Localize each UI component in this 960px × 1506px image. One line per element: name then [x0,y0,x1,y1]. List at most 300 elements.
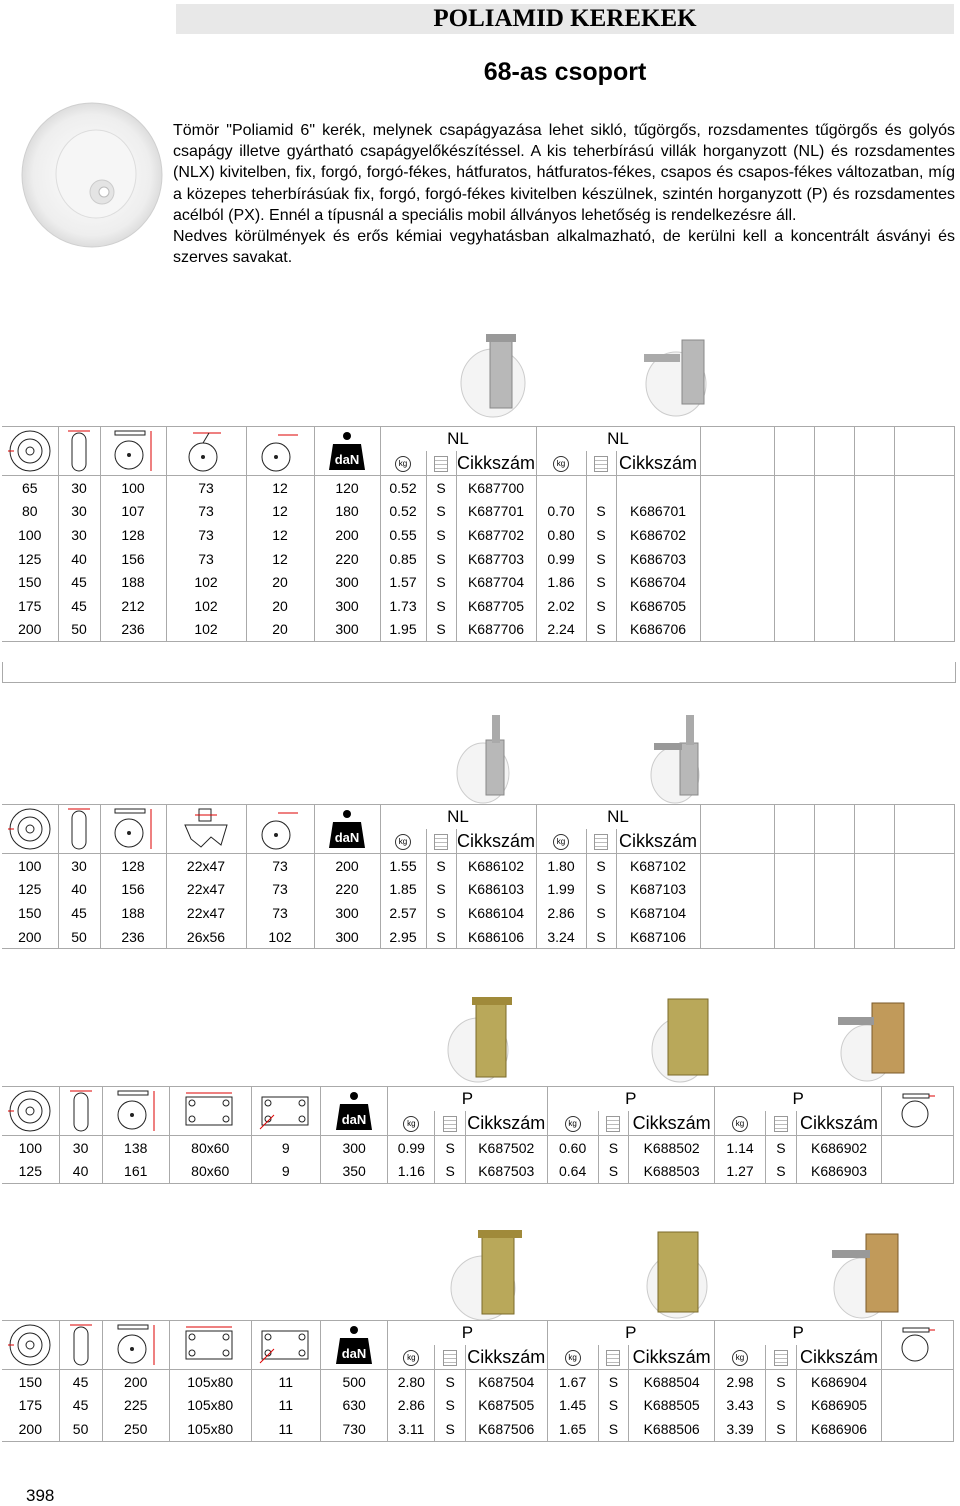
table-cell: 1.67 [547,1370,598,1394]
table-cell: 2.24 [536,618,586,642]
load-capacity-icon [320,1321,387,1370]
table-cell: S [598,1160,629,1184]
table-cell: 102 [166,618,246,642]
table-cell: K686904 [796,1370,882,1394]
group-label: P [547,1087,714,1112]
table-cell: K686701 [616,500,700,524]
table-row [2,925,954,949]
weight-icon: kg [403,1350,419,1366]
table-cell: 200 [314,523,380,547]
spec-table-2 [2,804,955,949]
table-cell: 188 [100,570,166,594]
caster-photo [822,1228,922,1323]
col-cikkszam: Cikkszám [465,1111,547,1136]
table-cell: 102 [166,570,246,594]
table-cell: 50 [58,618,100,642]
table-cell: K687506 [465,1417,547,1441]
wheel-width-icon [59,1087,102,1136]
table-cell: 80 [2,500,58,524]
table-cell: 11 [251,1394,320,1418]
table-cell: 3.39 [715,1417,766,1441]
table-cell: S [586,570,616,594]
description-paragraph: Tömör "Poliamid 6" kerék, melynek csapágyazása lehet sikló, tűgörgős, rozsdamentes tűgörgős és golyós csapágy illetve gyártható csapágyelőkészítéssel. A kis teherbírású villák horganyzott (NL) és rozsdamentes (NLX) kivitelben, fix, forgó, forgó-fékes, hátfuratos, hátfuratos-fékes, csapos és csapos-fékes változatban, míg a közepes teherbírásúak fix, forgó, forgó-fékes kivitelben készülnek, szintén horganyzott (P) és rozsdamentes acélból (PX). Ennél a típusnál a speciális mobil állványos lehetőség is rendelkezésre áll. [173,122,955,224]
table-cell: K687103 [616,878,700,902]
table-cell: K687702 [456,523,536,547]
bolt-hole-icon [251,1321,320,1370]
table-cell: 2.98 [715,1370,766,1394]
table-cell [586,476,616,500]
table-row [2,523,954,547]
weight-icon: kg [395,456,411,472]
table-cell: 26x56 [166,925,246,949]
table-cell: K686703 [616,547,700,571]
table-cell: 30 [58,854,100,878]
table-cell: 1.14 [715,1136,766,1160]
table-cell: 105x80 [169,1417,251,1441]
table-cell: 300 [314,618,380,642]
weight-icon: kg [565,1350,581,1366]
caster-photo [632,1228,722,1323]
table-cell: 20 [246,570,314,594]
table-cell: 0.52 [380,476,426,500]
table-cell: 175 [2,594,58,618]
col-cikkszam: Cikkszám [456,451,536,476]
table-cell: K686704 [616,570,700,594]
table-cell: K687106 [616,925,700,949]
table-cell: K687700 [456,476,536,500]
table-cell: 350 [320,1160,387,1184]
table-cell: 30 [58,476,100,500]
table-cell [616,476,700,500]
table-cell: K687102 [616,854,700,878]
table-cell: 100 [2,1136,59,1160]
table-cell: 102 [246,925,314,949]
table-cell: 20 [246,618,314,642]
dan-label: daN [341,1346,367,1361]
plate-size-icon [166,427,246,476]
table-cell: 22x47 [166,901,246,925]
table-cell: K686102 [456,854,536,878]
table-cell: 300 [314,901,380,925]
wheel-image [14,100,164,250]
table-cell: 100 [2,854,58,878]
table-row [2,594,954,618]
table-cell: S [426,547,456,571]
table-cell: 0.80 [536,523,586,547]
table-cell: S [766,1417,797,1441]
caster-photo [640,995,730,1085]
load-capacity-icon [320,1087,387,1136]
table-cell: K686104 [456,901,536,925]
table-cell: 12 [246,476,314,500]
table-cell: S [586,901,616,925]
col-cikkszam: Cikkszám [629,1111,715,1136]
table-row [2,901,954,925]
group-label: P [715,1087,882,1112]
table-cell: K688506 [629,1417,715,1441]
table-cell: K687706 [456,618,536,642]
table-cell: S [435,1394,466,1418]
weight-icon: kg [553,456,569,472]
caster-photo [832,995,922,1085]
table-cell: S [435,1160,466,1184]
weight-icon: kg [403,1116,419,1132]
weight-icon: kg [565,1116,581,1132]
col-cikkszam: Cikkszám [616,829,700,854]
table-cell: K687504 [465,1370,547,1394]
table-cell: 45 [59,1394,102,1418]
table-cell: 107 [100,500,166,524]
col-cikkszam: Cikkszám [629,1345,715,1370]
table-cell: K688502 [629,1136,715,1160]
table-cell: S [426,878,456,902]
table-cell: 0.85 [380,547,426,571]
dan-label: daN [334,830,360,845]
table-cell: 12 [246,523,314,547]
bearing-icon [606,1116,620,1132]
table-row [2,1160,954,1184]
table-row [2,1417,954,1441]
table-cell: 0.70 [536,500,586,524]
table-row [2,1394,954,1418]
table-cell: 200 [2,925,58,949]
weight-icon: kg [732,1350,748,1366]
table-cell: 125 [2,547,58,571]
load-capacity-icon [314,805,380,854]
caster-photo [448,715,528,805]
table-cell: S [426,570,456,594]
table-cell: S [766,1136,797,1160]
spec-table-1 [2,426,955,642]
table-cell: K686705 [616,594,700,618]
description-paragraph: Nedves körülmények és erős kémiai vegyhatásban alkalmazható, de kerülni kell a koncentrált ásványi és szerves savakat. [173,228,955,267]
table-cell: 65 [2,476,58,500]
table-cell: 12 [246,500,314,524]
table-cell: 120 [314,476,380,500]
table-cell: 100 [2,523,58,547]
bearing-icon [606,1350,620,1366]
table-cell: S [766,1160,797,1184]
bearing-icon [443,1116,457,1132]
table-cell: 730 [320,1417,387,1441]
table-cell: K687505 [465,1394,547,1418]
weight-icon: kg [732,1116,748,1132]
table-cell: S [586,500,616,524]
caster-photo [636,332,726,418]
table-cell: 0.99 [536,547,586,571]
table-cell: 3.43 [715,1394,766,1418]
group-label: NL [380,427,536,452]
group-label: P [547,1321,714,1346]
table-cell: 150 [2,570,58,594]
caster-photo [640,715,720,805]
table-cell: K687502 [465,1136,547,1160]
group-label: P [388,1321,547,1346]
table-cell: 40 [58,878,100,902]
wheel-diameter-icon [2,1321,59,1370]
table-cell: 45 [59,1370,102,1394]
table-cell: S [598,1417,629,1441]
table-cell: 12 [246,547,314,571]
table-cell: 220 [314,547,380,571]
table-cell: 128 [100,854,166,878]
table-cell: 212 [100,594,166,618]
table-cell: S [586,878,616,902]
table-cell: K686706 [616,618,700,642]
table-cell: 188 [100,901,166,925]
group-label: NL [380,805,536,830]
title-bar [176,4,954,34]
bearing-icon [434,834,448,850]
table-cell: 300 [314,925,380,949]
caster-photo [438,1228,538,1323]
table-cell: 2.57 [380,901,426,925]
table-cell: S [766,1394,797,1418]
table-spacer [2,662,956,683]
table-cell: S [586,854,616,878]
table-cell: 300 [314,594,380,618]
caster-photo [448,328,548,418]
table-cell: 40 [59,1160,102,1184]
table-cell: 0.52 [380,500,426,524]
bearing-icon [594,834,608,850]
table-cell: S [586,925,616,949]
table-cell: 73 [166,523,246,547]
table-row [2,854,954,878]
col-cikkszam: Cikkszám [796,1111,882,1136]
table-cell: K686103 [456,878,536,902]
wheel-diameter-icon [2,805,58,854]
table-cell: 236 [100,925,166,949]
bearing-icon [434,456,448,472]
table-cell: 2.86 [388,1394,435,1418]
page-title: POLIAMID KEREKEK [433,5,697,32]
table-cell: 180 [314,500,380,524]
table-cell: 200 [314,854,380,878]
table-cell: S [766,1370,797,1394]
table-row [2,618,954,642]
table-row [2,476,954,500]
table-cell: 11 [251,1370,320,1394]
table-cell: 80x60 [169,1160,251,1184]
wheel-diameter-icon [2,427,58,476]
dan-label: daN [341,1112,367,1127]
brake-icon [882,1087,954,1136]
table-cell: 73 [246,901,314,925]
dan-label: daN [334,452,360,467]
table-row [2,1370,954,1394]
table-cell: 225 [102,1394,169,1418]
wheel-width-icon [58,427,100,476]
table-cell: 100 [100,476,166,500]
table-cell: 9 [251,1136,320,1160]
table-cell: S [426,500,456,524]
wheel-diameter-icon [2,1087,59,1136]
overall-height-icon [102,1321,169,1370]
table-cell: 1.65 [547,1417,598,1441]
table-cell: K687701 [456,500,536,524]
bearing-icon [774,1350,788,1366]
col-cikkszam: Cikkszám [796,1345,882,1370]
table-cell: 105x80 [169,1394,251,1418]
table-cell: 1.99 [536,878,586,902]
table-cell: 1.27 [715,1160,766,1184]
table-cell: 30 [58,500,100,524]
table-cell: S [426,925,456,949]
table-cell: 1.86 [536,570,586,594]
table-row [2,547,954,571]
table-cell: K687503 [465,1160,547,1184]
table-cell: S [426,618,456,642]
overall-height-icon [100,427,166,476]
page-number: 398 [26,1486,55,1505]
table-cell: 156 [100,547,166,571]
table-cell: S [426,594,456,618]
group-label: NL [536,805,700,830]
table-cell: 102 [166,594,246,618]
table-cell: 1.45 [547,1394,598,1418]
bearing-icon [443,1350,457,1366]
table-cell: S [426,523,456,547]
table-cell [536,476,586,500]
table-cell: K687705 [456,594,536,618]
table-cell: 150 [2,1370,59,1394]
table-cell: 1.95 [380,618,426,642]
table-cell: S [586,594,616,618]
table-cell: K688504 [629,1370,715,1394]
table-cell: 2.02 [536,594,586,618]
table-cell: 156 [100,878,166,902]
table-cell: 128 [100,523,166,547]
table-cell: S [598,1136,629,1160]
overall-height-icon [102,1087,169,1136]
table-cell: 3.24 [536,925,586,949]
table-cell: 300 [320,1136,387,1160]
table-cell: 73 [166,476,246,500]
table-cell: 1.73 [380,594,426,618]
table-cell: S [598,1370,629,1394]
table-cell: 22x47 [166,854,246,878]
table-cell: 20 [246,594,314,618]
spec-table-4 [2,1320,954,1442]
table-cell: 175 [2,1394,59,1418]
table-cell: 125 [2,878,58,902]
table-cell: 73 [246,854,314,878]
bearing-icon [774,1116,788,1132]
table-cell: 11 [251,1417,320,1441]
weight-icon: kg [395,834,411,850]
table-cell: 30 [59,1136,102,1160]
table-cell: 236 [100,618,166,642]
brake-icon [882,1321,954,1370]
stem-size-icon [166,805,246,854]
plate-size-icon [169,1087,251,1136]
table-cell: 45 [58,570,100,594]
table-cell: S [435,1136,466,1160]
table-cell: 1.85 [380,878,426,902]
table-cell: K687104 [616,901,700,925]
table-cell: 73 [246,878,314,902]
table-cell: S [426,476,456,500]
table-cell: 105x80 [169,1370,251,1394]
table-cell: 2.80 [388,1370,435,1394]
table-cell: 50 [58,925,100,949]
table-cell: K687703 [456,547,536,571]
table-row [2,878,954,902]
table-cell: K686702 [616,523,700,547]
col-cikkszam: Cikkszám [456,829,536,854]
page-subtitle: 68-as csoport [483,58,647,86]
table-cell: 1.57 [380,570,426,594]
table-cell: 50 [59,1417,102,1441]
table-cell: 630 [320,1394,387,1418]
group-label: NL [536,427,700,452]
table-cell: K686106 [456,925,536,949]
table-cell: K686905 [796,1394,882,1418]
table-cell: 300 [314,570,380,594]
table-row [2,570,954,594]
table-cell: 250 [102,1417,169,1441]
table-cell: 40 [58,547,100,571]
table-cell: S [435,1417,466,1441]
table-cell: 0.60 [547,1136,598,1160]
table-cell: 200 [2,618,58,642]
table-cell: 500 [320,1370,387,1394]
table-cell: 0.64 [547,1160,598,1184]
table-cell: 125 [2,1160,59,1184]
weight-icon: kg [553,834,569,850]
table-cell: K688505 [629,1394,715,1418]
table-cell: 220 [314,878,380,902]
table-cell: S [435,1370,466,1394]
load-capacity-icon [314,427,380,476]
table-cell: 1.80 [536,854,586,878]
wheel-width-icon [58,805,100,854]
table-row [2,500,954,524]
table-cell: 80x60 [169,1136,251,1160]
table-cell: 73 [166,500,246,524]
table-cell: S [586,523,616,547]
table-row [2,1136,954,1160]
group-label: P [388,1087,547,1112]
table-cell: 2.86 [536,901,586,925]
table-cell: 1.16 [388,1160,435,1184]
col-cikkszam: Cikkszám [465,1345,547,1370]
table-cell: S [426,901,456,925]
table-cell: 73 [166,547,246,571]
table-cell: 3.11 [388,1417,435,1441]
caster-photo [438,995,528,1085]
table-cell: 2.95 [380,925,426,949]
table-cell: K686906 [796,1417,882,1441]
table-cell: 161 [102,1160,169,1184]
col-cikkszam: Cikkszám [616,451,700,476]
table-cell: 45 [58,901,100,925]
table-cell: K686903 [796,1160,882,1184]
table-cell: S [598,1394,629,1418]
table-cell: 200 [2,1417,59,1441]
table-cell: 200 [102,1370,169,1394]
table-cell: 0.55 [380,523,426,547]
table-cell: S [426,854,456,878]
bolt-hole-icon [251,1087,320,1136]
description [173,120,955,268]
table-cell: 1.55 [380,854,426,878]
wheel-width-icon [59,1321,102,1370]
table-cell: 22x47 [166,878,246,902]
table-cell: 0.99 [388,1136,435,1160]
bearing-icon [594,456,608,472]
